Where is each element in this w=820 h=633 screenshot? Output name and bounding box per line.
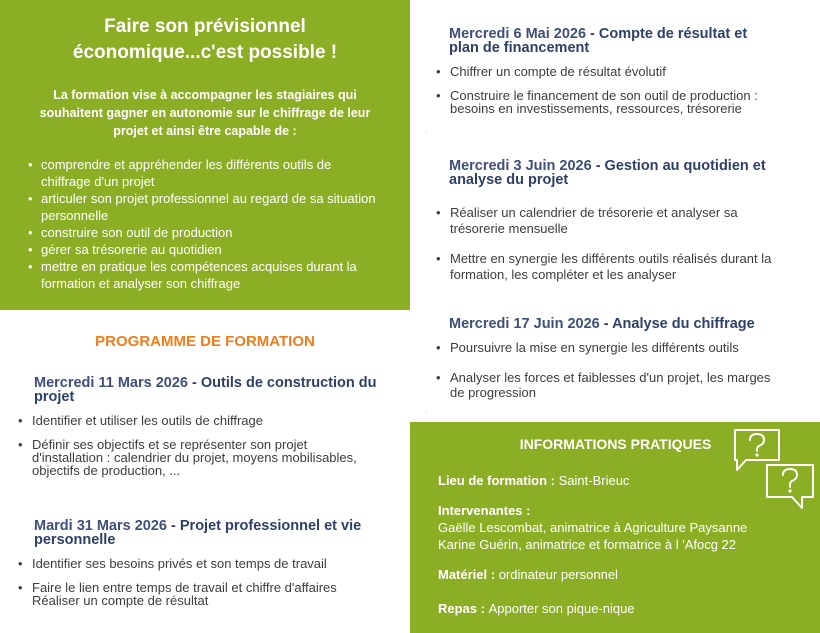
list-item: • Analyser les forces et faiblesses d'un projet, les marges de progression <box>436 370 809 400</box>
list-item: • comprendre et appréhender les différents outils de chiffrage d'un projet <box>28 156 398 190</box>
list-item: • construire son outil de production <box>28 224 398 241</box>
intro-lead: La formation vise à accompagner les stagiaires qui souhaitent gagner en autonomie sur le chiffrage de leur projet et ainsi être capable de : <box>39 88 371 138</box>
session-items <box>18 557 409 607</box>
list-item: • Identifier ses besoins privés et son temps de travail <box>18 557 409 570</box>
session-title: Mercredi 3 Juin 2026 - Gestion au quotidien et analyse du projet <box>449 158 766 188</box>
separator-dot: · <box>425 408 428 417</box>
intro-title: Faire son prévisionnel économique...c'est possible ! <box>72 16 338 63</box>
question-bubble-icon <box>764 462 816 512</box>
info-intervenants: Intervenantes : Gaëlle Lescombat, animatrice à Agriculture Paysanne Karine Guérin, animatrice et formatrice à l 'Afocg 22 <box>438 503 748 552</box>
list-item: • Mettre en synergie les différents outils réalisés durant la formation, les compléter et les analyser <box>436 251 809 283</box>
session-6-mai <box>449 27 809 126</box>
session-items <box>18 414 409 477</box>
list-item: • Définir ses objectifs et se représenter son projet d'installation : calendrier du projet, moyens mobilisables, objectifs de production, ... <box>18 438 409 477</box>
list-item: • Construire le financement de son outil de production : besoins en investissements, ressources, trésorerie <box>436 89 809 115</box>
list-item: • mettre en pratique les compétences acquises durant la formation et analyser son chiffrage <box>28 258 398 292</box>
session-31-mars <box>34 519 409 618</box>
list-item: • gérer sa trésorerie au quotidien <box>28 241 398 258</box>
session-3-juin <box>449 159 809 294</box>
list-item: • Identifier et utiliser les outils de chiffrage <box>18 414 409 427</box>
session-11-mars <box>34 376 409 488</box>
session-title: Mercredi 11 Mars 2026 - Outils de construction du projet <box>34 375 377 405</box>
session-items <box>436 205 809 283</box>
separator-dot: · <box>425 128 428 137</box>
list-item: • Poursuivre la mise en synergie les différents outils <box>436 341 809 354</box>
intro-objectives-list <box>12 156 398 292</box>
list-item: • Réaliser un calendrier de trésorerie et analyser sa trésorerie mensuelle <box>436 205 809 237</box>
programme-heading: PROGRAMME DE FORMATION <box>95 333 315 350</box>
session-17-juin <box>449 317 809 411</box>
list-item: • articuler son projet professionnel au regard de sa situation personnelle <box>28 190 398 224</box>
session-title: Mardi 31 Mars 2026 - Projet professionnel et vie personnelle <box>34 518 362 548</box>
info-materiel: Matériel : ordinateur personnel <box>438 567 618 582</box>
info-repas: Repas : Apporter son pique-nique <box>438 601 635 616</box>
session-items <box>436 65 809 115</box>
intro-panel <box>0 0 410 310</box>
info-title: INFORMATIONS PRATIQUES <box>519 436 712 452</box>
list-item: • Chiffrer un compte de résultat évolutif <box>436 65 809 78</box>
list-item: • Faire le lien entre temps de travail et chiffre d'affaires Réaliser un compte de résultat <box>18 581 409 607</box>
session-items <box>436 341 809 400</box>
session-title: Mercredi 6 Mai 2026 - Compte de résultat et plan de financement <box>449 26 748 56</box>
session-title: Mercredi 17 Juin 2026 - Analyse du chiffrage <box>449 316 755 332</box>
info-lieu: Lieu de formation : Saint-Brieuc <box>438 473 630 488</box>
